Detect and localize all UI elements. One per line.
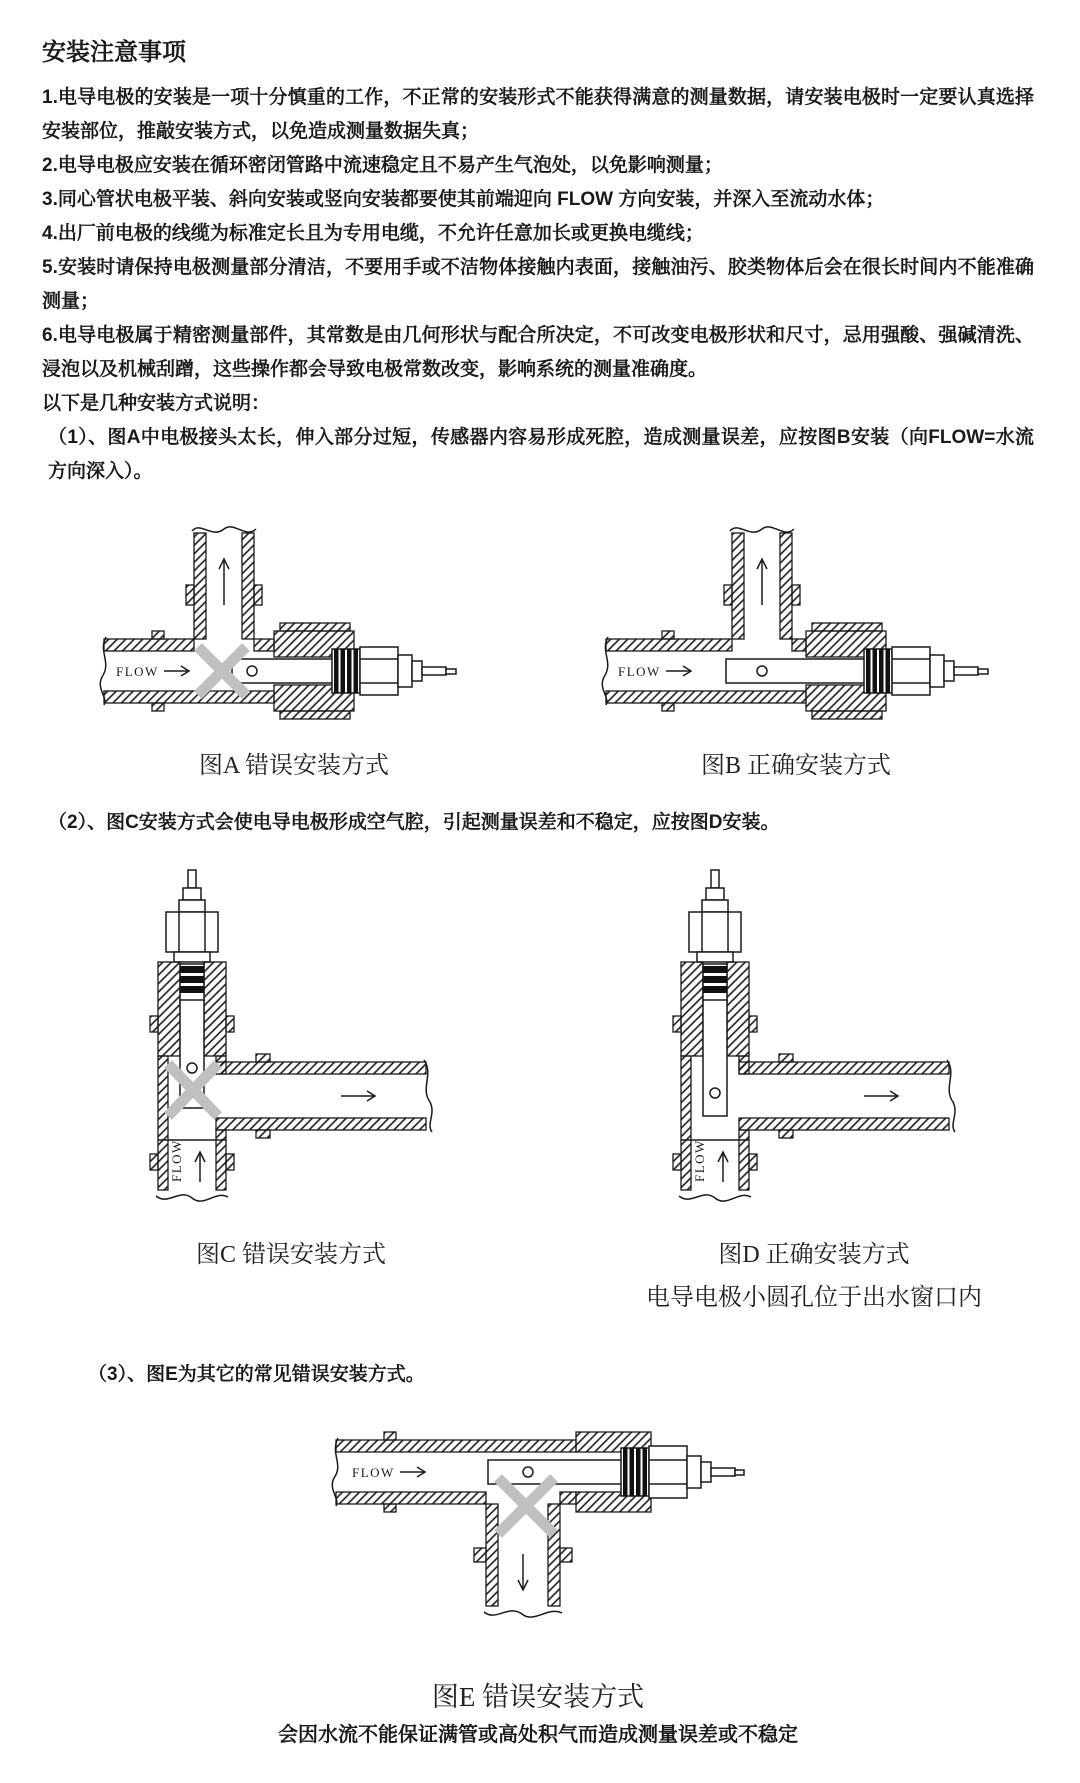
electrode-assembly [488,1446,744,1498]
electrode-hex-nut [360,647,398,695]
figure-b-diagram [596,497,996,722]
figure-a-caption: 图A 错误安装方式 [198,753,389,779]
pipe-break-line [730,527,794,532]
figure-d-diagram [659,866,969,1211]
note-3: 3.同心管状电极平装、斜向安装或竖向安装都要使其前端迎向 FLOW 方向安装，并深入至流动水体； [42,189,885,210]
electrode-hex-nut [892,647,930,695]
page-title: 安装注意事项 [42,39,186,66]
electrode-assembly [232,647,456,695]
outflow-up-arrow-icon [757,559,767,605]
figure-c-caption: 图C 错误安装方式 [195,1242,386,1268]
pipe-break-line [156,1195,228,1201]
electrode-measuring-hole [523,1467,533,1477]
figure-row-ab [94,497,996,780]
figure-e-subcaption: 会因水流不能保证满管或高处积气而造成测量误差或不稳定 [278,1724,798,1746]
flow-label-text: FLOW [618,664,661,679]
electrode-measuring-hole [757,666,767,676]
electrode-connector [166,870,218,962]
flow-in-label [116,664,189,679]
electrode-measuring-hole [247,666,257,676]
electrode-hex-nut [166,912,218,952]
wrong-mark-x-icon [498,1478,554,1534]
flow-in-label [352,1465,425,1480]
figure-c [136,866,446,1216]
electrode-assembly [703,964,727,1116]
notes-section [42,81,1034,489]
pipe-break-line [192,527,256,532]
figure-a-block [94,497,494,780]
electrode-hex-nut [689,912,741,952]
figure-e [328,1426,748,1661]
note-4: 4.出厂前电极的线缆为标准定长且为专用电缆，不允许任意加长或更换电缆线； [42,223,704,244]
figure-c-diagram [136,866,446,1211]
figure-c-block [136,866,446,1269]
electrode-connector [689,870,741,962]
note-5: 5.安装时请保持电极测量部分清洁，不要用手或不洁物体接触内表面，接触油污、胶类物体后会在很长时间内不能准确测量； [42,257,1034,312]
electrode-measuring-hole [187,1063,197,1073]
electrode-hex-nut [649,1446,687,1498]
figure-a [94,497,494,727]
figure-d-block [646,866,982,1312]
pipe-tee-section [100,527,354,719]
figure-a-diagram [94,497,494,722]
flow-in-label [692,1139,728,1182]
figure-b [596,497,996,727]
figure-d [659,866,969,1216]
figure-e-diagram [328,1426,748,1656]
flow-label-text: FLOW [169,1139,184,1182]
flow-label-text: FLOW [116,664,159,679]
figure-e-caption: 图E 错误安装方式 [431,1682,645,1712]
outflow-down-arrow-icon [518,1554,528,1590]
note-6: 6.电导电极属于精密测量部件，其常数是由几何形状与配合所决定，不可改变电极形状和尺寸，忌用强酸、强碱清洗、浸泡以及机械刮蹭，这些操作都会导致电极常数改变，影响系统的测量准确度。 [42,325,1034,380]
installation-item-2: （2）、图C安装方式会使电导电极形成空气腔，引起测量误差和不稳定，应按图D安装。 [48,812,780,833]
flow-label-text: FLOW [352,1465,395,1480]
pipe-break-line [484,1611,562,1617]
note-2: 2.电导电极应安装在循环密闭管路中流速稳定且不易产生气泡处，以免影响测量； [42,155,723,176]
figure-row-cd [136,866,982,1312]
outflow-right-arrow-icon [341,1091,375,1101]
figure-d-caption-2: 电导电极小圆孔位于出水窗口内 [646,1285,982,1311]
flow-label-text: FLOW [692,1139,707,1182]
pipe-break-line [679,1195,751,1201]
figure-b-block [596,497,996,780]
flow-in-label [169,1139,205,1182]
installation-item-1: （1）、图A中电极接头太长，伸入部分过短，传感器内容易形成死腔，造成测量误差，应按图B安装（向FLOW=水流方向深入）。 [48,427,1034,482]
outflow-up-arrow-icon [219,559,229,605]
figure-d-caption: 图D 正确安装方式 [718,1242,910,1268]
pipe-tee-section [602,527,886,719]
flow-in-label [618,664,691,679]
electrode-measuring-hole [710,1088,720,1098]
section-intro: 以下是几种安装方式说明： [42,393,271,414]
note-1: 1.电导电极的安装是一项十分慎重的工作，不正常的安装形式不能获得满意的测量数据，请安装电极时一定要认真选择安装部位，推敲安装方式，以免造成测量数据失真； [42,87,1034,142]
installation-item-3: （3）、图E为其它的常见错误安装方式。 [88,1364,425,1385]
outflow-right-arrow-icon [864,1091,898,1101]
figure-b-caption: 图B 正确安装方式 [700,753,891,779]
